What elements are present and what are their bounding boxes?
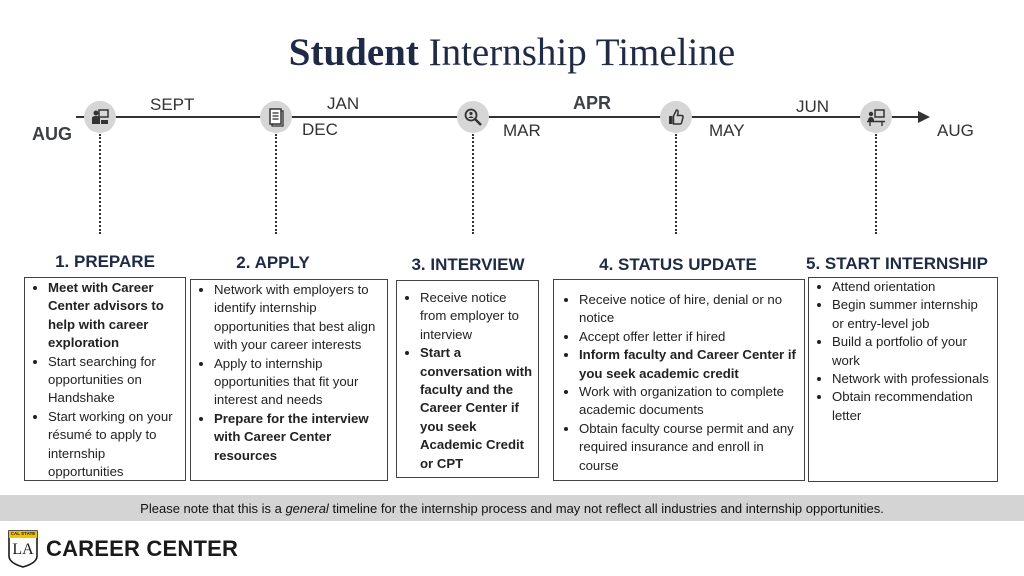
stage-bullet: • Obtain faculty course permit and any required insurance and enroll in course <box>579 420 800 475</box>
stage-title-interview: 3. INTERVIEW <box>411 255 525 274</box>
stage-bullet: • Accept offer letter if hired <box>579 328 800 346</box>
document-stack-icon <box>266 107 286 127</box>
stage-title-prepare: 1. PREPARE <box>55 252 155 271</box>
stage-box-status <box>553 279 805 481</box>
node-interview <box>457 101 489 133</box>
month-sept: SEPT <box>150 95 195 114</box>
month-aug-start: AUG <box>32 124 72 144</box>
disclaimer-after: timeline for the internship process and may not reflect all industries and internship opportunities. <box>332 500 884 516</box>
stage-box-start <box>808 277 998 482</box>
month-jan: JAN <box>327 94 360 113</box>
cal-state-la-seal <box>8 530 38 568</box>
magnifier-person-icon <box>463 107 483 127</box>
page-title <box>0 30 1024 75</box>
stage-bullet: • Begin summer internship or entry-level job <box>832 296 993 333</box>
connector-status <box>675 134 677 234</box>
node-apply <box>260 101 292 133</box>
stage-bullet: • Receive notice from employer to interview <box>420 289 534 344</box>
stage-bullet: • Network with employers to identify internship opportunities that best align with your career interests <box>214 281 383 355</box>
month-may: MAY <box>709 121 745 140</box>
thumbs-up-icon <box>666 107 686 127</box>
stage-bullet: • Work with organization to complete academic documents <box>579 383 800 420</box>
month-mar: MAR <box>503 121 541 140</box>
stage-box-apply <box>190 279 388 481</box>
stage-title-status: 4. STATUS UPDATE <box>599 255 757 274</box>
desk-worker-icon <box>866 107 886 127</box>
node-start <box>860 101 892 133</box>
node-status <box>660 101 692 133</box>
month-apr: APR <box>573 93 612 113</box>
stage-bullet: • Prepare for the interview with Career Center resources <box>214 410 383 465</box>
disclaimer-bar <box>0 495 1024 521</box>
disclaimer-text <box>140 501 884 516</box>
month-jun: JUN <box>796 97 830 116</box>
career-center-logo <box>8 528 238 570</box>
stage-bullet: • Obtain recommendation letter <box>832 388 993 425</box>
stage-bullet: • Start working on your résumé to apply to internship opportunities <box>48 408 181 482</box>
stage-bullet: • Apply to internship opportunities that fit your interest and needs <box>214 355 383 410</box>
connector-apply <box>275 134 277 234</box>
people-board-icon <box>90 107 110 127</box>
stage-bullet: • Receive notice of hire, denial or no notice <box>579 291 800 328</box>
stage-bullet: • Start searching for opportunities on Handshake <box>48 353 181 408</box>
seal-top-text: CAL STATE <box>10 531 36 536</box>
stage-title-apply: 2. APPLY <box>236 253 310 272</box>
month-aug-end: AUG <box>937 121 974 140</box>
connector-prepare <box>99 134 101 234</box>
month-dec: DEC <box>302 120 338 139</box>
stage-title-start: 5. START INTERNSHIP <box>806 254 988 273</box>
stage-bullet: • Attend orientation <box>832 278 993 296</box>
stage-box-interview <box>396 280 539 478</box>
logo-text: CAREER CENTER <box>46 536 239 561</box>
disclaimer-emphasis: general <box>285 500 329 516</box>
stage-box-prepare <box>24 277 186 481</box>
title-rest: Internship Timeline <box>428 31 736 74</box>
node-prepare <box>84 101 116 133</box>
disclaimer-before: Please note that this is a <box>140 500 282 516</box>
connector-start <box>875 134 877 234</box>
seal-letters: LA <box>12 541 34 558</box>
timeline-arrow-icon <box>918 111 930 123</box>
stage-bullet: • Inform faculty and Career Center if you seek academic credit <box>579 346 800 383</box>
stage-bullet: • Meet with Career Center advisors to help with career exploration <box>48 279 181 353</box>
stage-bullet: • Build a portfolio of your work <box>832 333 993 370</box>
title-bold: Student <box>288 31 419 74</box>
stage-bullet: • Start a conversation with faculty and the Career Center if you seek Academic Credit or CPT <box>420 344 534 473</box>
stage-bullet: • Network with professionals <box>832 370 993 388</box>
connector-interview <box>472 134 474 234</box>
